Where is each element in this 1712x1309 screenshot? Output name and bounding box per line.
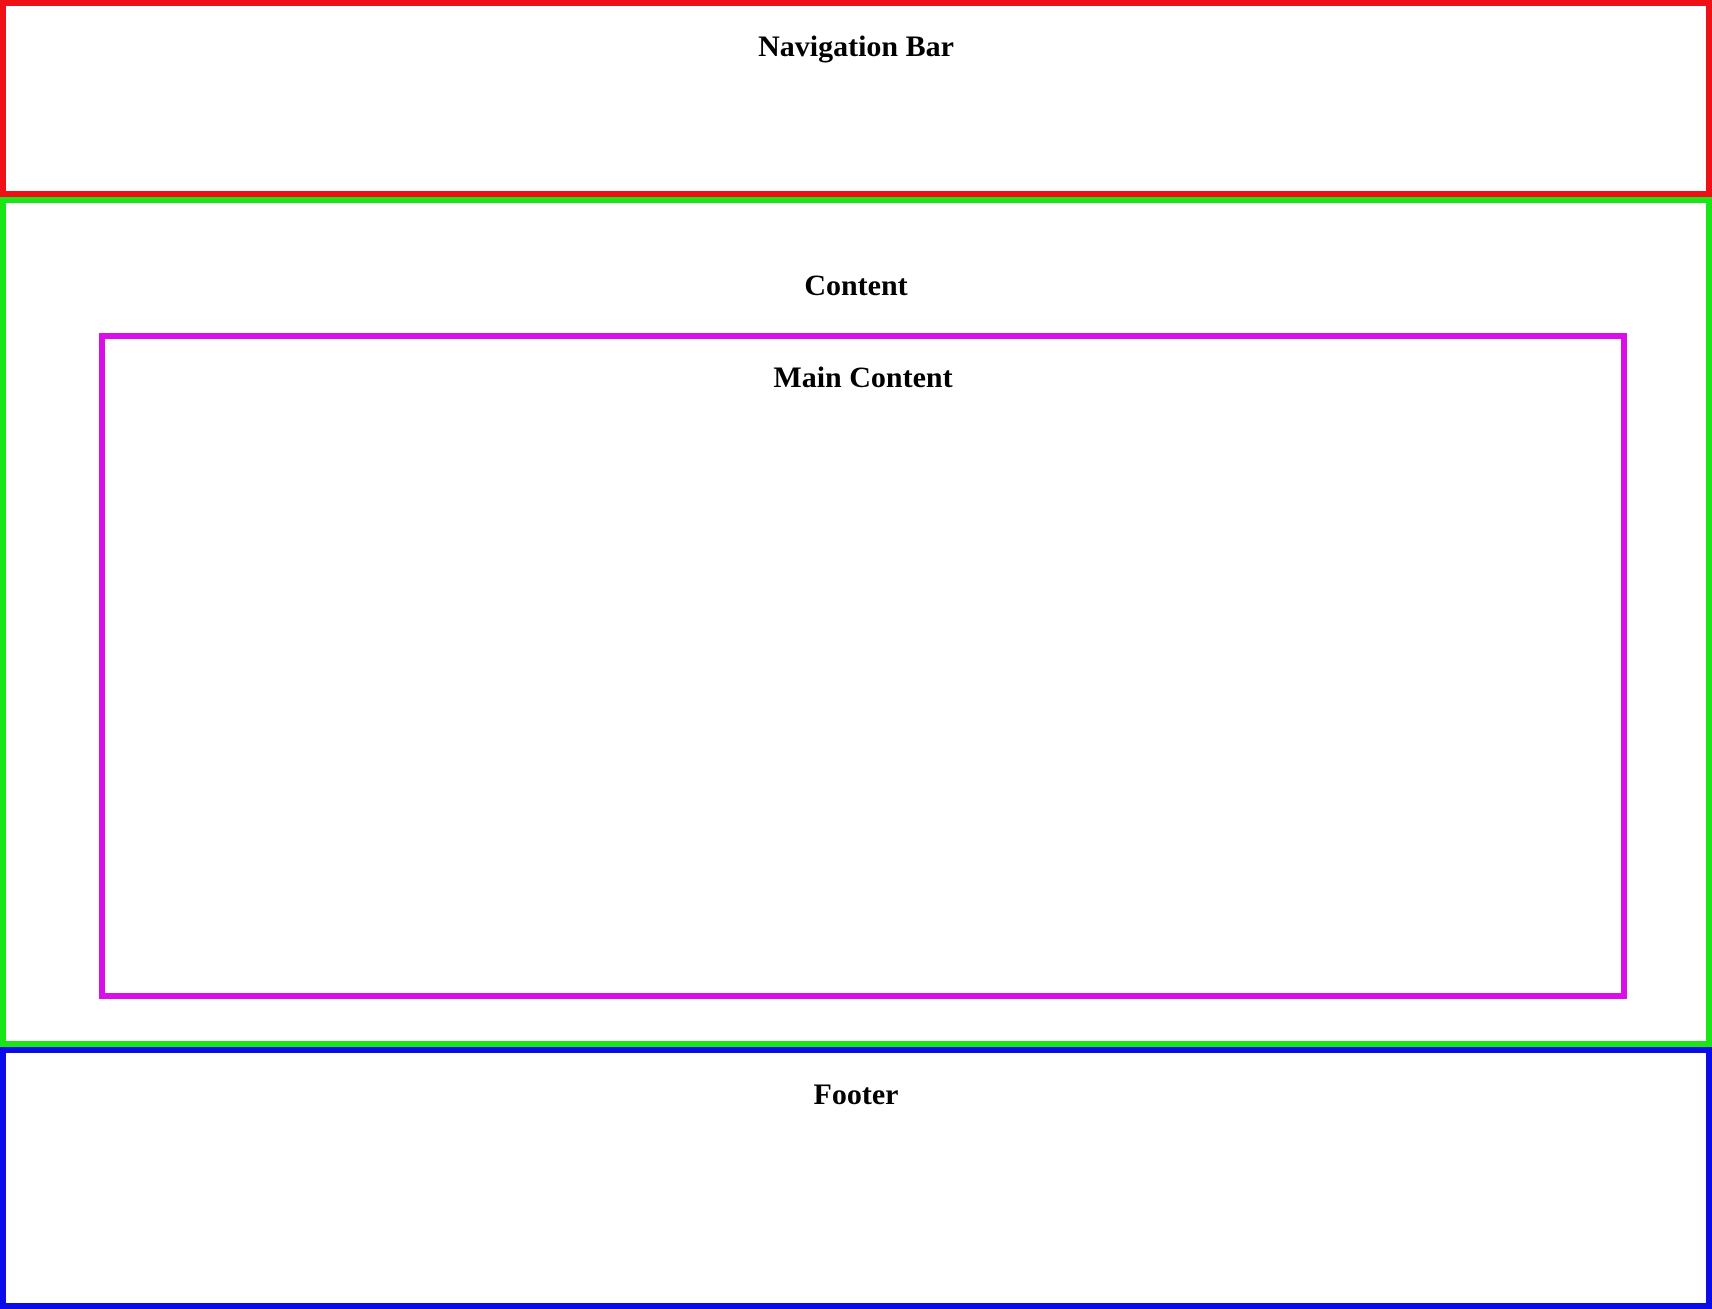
content-section	[0, 197, 1712, 1047]
navigation-bar-label: Navigation Bar	[758, 30, 954, 63]
footer-section	[0, 1047, 1712, 1309]
content-label: Content	[804, 269, 908, 302]
footer-label: Footer	[813, 1078, 899, 1111]
main-content-label: Main Content	[773, 361, 953, 394]
main-content-section	[99, 333, 1627, 999]
navigation-bar	[0, 0, 1712, 197]
